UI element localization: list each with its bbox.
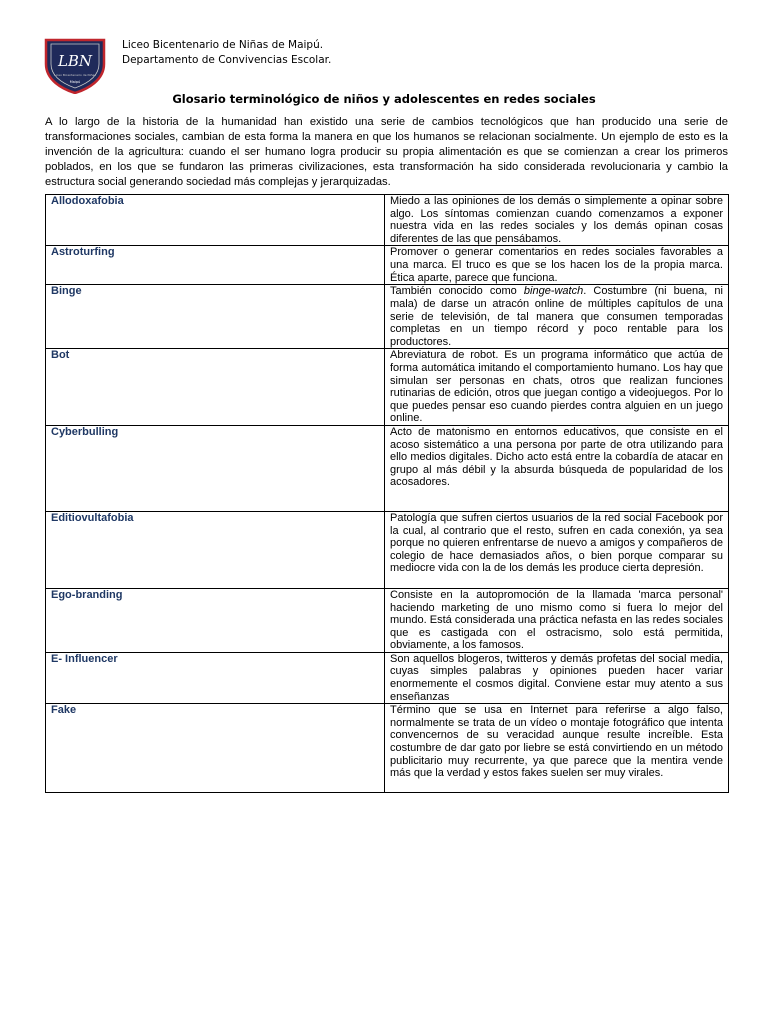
glossary-term: Astroturfing — [46, 246, 385, 285]
table-row — [46, 425, 729, 511]
school-crest-logo — [42, 34, 108, 94]
svg-text:Liceo Bicentenario de Niñas: Liceo Bicentenario de Niñas — [54, 73, 96, 77]
table-row — [46, 704, 729, 793]
glossary-definition: Término que se usa en Internet para referirse a algo falso, normalmente se trata de un vídeo o montaje fotográfico que intenta convencernos de su veracidad aunque resulte increíble. Esta costumbre de dar gato por liebre se está convirtiendo en un método publicitario muy recurrente, ya que parece que la mentira vende más que la verdad y estos fakes suelen ser muy virales. — [385, 704, 729, 793]
emphasis-text: binge-watch — [523, 285, 584, 298]
glossary-term: Cyberbulling — [46, 425, 385, 511]
table-row — [46, 285, 729, 349]
glossary-term: Bot — [46, 349, 385, 426]
glossary-definition: También conocido como binge-watch. Costumbre (ni buena, ni mala) de darse un atracón online de múltiples capítulos de una serie de televisión, de tal manera que consumen temporadas completas en un tiempo récord y poco rentable para los productores. — [385, 285, 729, 349]
glossary-term: Fake — [46, 704, 385, 793]
school-name — [122, 38, 331, 68]
glossary-term: Allodoxafobia — [46, 195, 385, 246]
svg-text:Maipú: Maipú — [69, 80, 81, 84]
table-row — [46, 652, 729, 703]
glossary-definition: Abreviatura de robot. Es un programa informático que actúa de forma automática imitando el comportamiento humano. Los hay que simulan ser personas en chats, otros que realizan funciones rutinarias de edición, otros que juegan contigo a videojuegos. Por lo que puedes pensar eso cuando pierdes contra alguien en un juego online. — [385, 349, 729, 426]
glossary-term: Binge — [46, 285, 385, 349]
school-line-1: Liceo Bicentenario de Niñas de Maipú. — [122, 39, 324, 51]
glossary-term: Ego-branding — [46, 588, 385, 652]
glossary-term: E- Influencer — [46, 652, 385, 703]
svg-text:LBN: LBN — [57, 52, 93, 70]
table-row — [46, 246, 729, 285]
glossary-definition: Miedo a las opiniones de los demás o simplemente a opinar sobre algo. Los síntomas comienzan cuando comenzamos a exponer nuestra vida en las redes sociales y los demás opinan cosas diferentes de las que pensábamos. — [385, 195, 729, 246]
glossary-definition: Patología que sufren ciertos usuarios de la red social Facebook por la cual, al contrario que el resto, sufren en cada conexión, ya sea porque no quieren enfrentarse de nuevo a amigos y compañeros de colegio de hace demasiados años, o bien porque comparar su mediocre vida con la de los demás les produce cierta depresión. — [385, 511, 729, 588]
glossary-term: Editiovultafobia — [46, 511, 385, 588]
table-row — [46, 511, 729, 588]
table-row — [46, 195, 729, 246]
glossary-definition: Son aquellos blogeros, twitteros y demás profetas del social media, cuyas simples palabras y opiniones pueden hacer variar enormemente el cosmos digital. Conviene estar muy atento a sus enseñanzas — [385, 652, 729, 703]
table-row — [46, 349, 729, 426]
glossary-definition: Promover o generar comentarios en redes sociales favorables a una marca. El truco es que se los hacen los de la propia marca. Ética aparte, parece que funciona. — [385, 246, 729, 285]
glossary-definition: Acto de matonismo en entornos educativos, que consiste en el acoso sistemático a una persona por parte de otra utilizando para ello medios digitales. Dicho acto está entre la cobardía de atacar en grupo al más débil y la absurda búsqueda de popularidad de los acosadores. — [385, 425, 729, 511]
glossary-table — [45, 194, 729, 793]
document-header — [42, 34, 732, 96]
document-title: Glosario terminológico de niños y adolescentes en redes sociales — [172, 92, 596, 106]
intro-paragraph: A lo largo de la historia de la humanidad han existido una serie de cambios tecnológicos que han producido una serie de transformaciones sociales, cambian de esta forma la manera en que los humanos se relacionan socialmente. Un ejemplo de esto es la invención de la agricultura: cuando el ser humano logra producir su propia alimentación es que se comienzan a crear los primeros poblados, en los que se fundaron las primeras civilizaciones, esta transformación ha sido considerada revolucionaria y cambio la estructura social generando sociedad más complejas y jerarquizadas. — [45, 116, 728, 188]
table-row — [46, 588, 729, 652]
school-line-2: Departamento de Convivencias Escolar. — [122, 54, 332, 66]
glossary-definition: Consiste en la autopromoción de la llamada 'marca personal' haciendo marketing de uno mismo como si fuera lo mejor del mundo. Está considerada una práctica nefasta en las redes sociales que es castigada con el ostracismo, solo está permitida, obviamente, a los famosos. — [385, 588, 729, 652]
